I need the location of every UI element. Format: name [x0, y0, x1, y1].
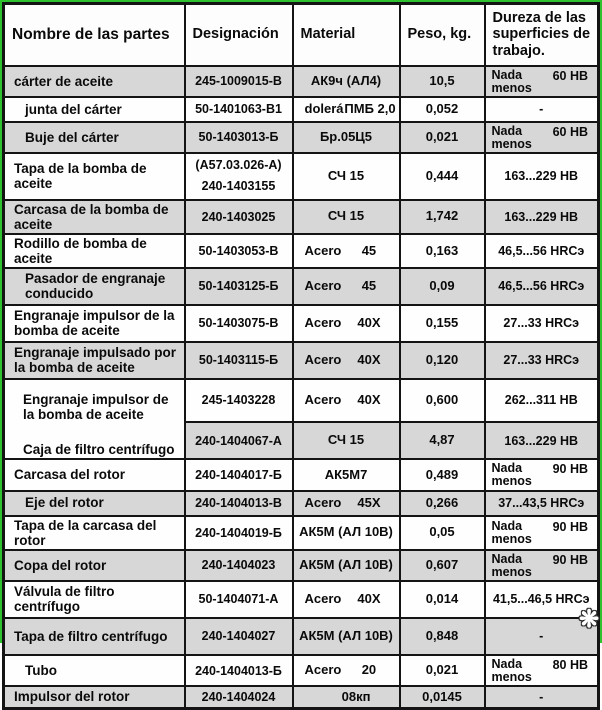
cell-material — [293, 268, 400, 305]
cell-peso: 0,05 — [400, 516, 485, 550]
cell-name — [4, 379, 185, 459]
cell-name: Rodillo de bomba de aceite — [4, 234, 185, 268]
table-row — [4, 268, 599, 305]
cell-name: Carcasa del rotor — [4, 459, 185, 490]
cell-dureza: 37...43,5 HRCэ — [485, 491, 599, 516]
dureza-split — [488, 519, 596, 546]
cell-dureza: 41,5...46,5 HRCэ — [485, 581, 599, 618]
dureza-split — [488, 461, 596, 488]
cell-material: СЧ 15 — [293, 153, 400, 200]
cell-designacion: 240-1403025 — [185, 200, 293, 234]
material-split — [296, 279, 397, 294]
cell-name: Pasador de engranaje conducido — [4, 268, 185, 305]
cell-material — [293, 97, 400, 122]
dureza-prefix: Nada menos — [491, 461, 532, 489]
cell-name: Tapa de la bomba de aceite — [4, 153, 185, 200]
cell-peso: 1,742 — [400, 200, 485, 234]
cell-material — [293, 342, 400, 379]
material-split — [296, 102, 397, 117]
material-name: Acero — [304, 392, 342, 408]
cell-designacion: 50-1403125-Б — [185, 268, 293, 305]
cell-name: Tapa de filtro centrífugo — [4, 618, 185, 655]
dureza-prefix: Nada menos — [491, 656, 532, 685]
material-split — [296, 244, 397, 259]
material-grade: 45Х — [357, 494, 381, 510]
cell-material: 08кп — [293, 686, 400, 708]
cell-material — [293, 379, 400, 422]
cell-dureza: - — [485, 686, 599, 708]
cell-name: Válvula de filtro centrífugo — [4, 581, 185, 618]
cell-material — [293, 234, 400, 268]
cell-peso: 0,052 — [400, 97, 485, 122]
cell-designacion: 245-1403228 — [185, 379, 293, 422]
table-row — [4, 655, 599, 686]
cell-peso: 0,155 — [400, 305, 485, 342]
table-row — [4, 97, 599, 122]
material-name: Acero — [304, 591, 342, 607]
cell-peso: 0,163 — [400, 234, 485, 268]
parts-table-body — [4, 66, 599, 709]
material-split — [296, 393, 397, 408]
cell-designacion: 50-1403075-В — [185, 305, 293, 342]
material-split — [296, 663, 397, 678]
cell-peso: 0,021 — [400, 655, 485, 686]
table-row — [4, 200, 599, 234]
material-split — [296, 353, 397, 368]
cell-designacion: 50-1403053-В — [185, 234, 293, 268]
table-row — [4, 491, 599, 516]
cell-name: cárter de aceite — [4, 66, 185, 97]
cell-designacion: 50-1403115-Б — [185, 342, 293, 379]
cell-dureza — [485, 516, 599, 550]
cell-peso: 0,0145 — [400, 686, 485, 708]
cell-dureza: 163...229 HB — [485, 422, 599, 460]
cell-name: Tubo — [4, 655, 185, 686]
cell-dureza: 27...33 HRCэ — [485, 305, 599, 342]
part-name: Caja de filtro centrífugo — [23, 442, 175, 458]
cell-dureza — [485, 550, 599, 581]
cell-dureza: 46,5...56 HRCэ — [485, 234, 599, 268]
cell-name: Copa del rotor — [4, 550, 185, 581]
cell-material: Бр.05Ц5 — [293, 122, 400, 153]
table-row — [4, 618, 599, 655]
col-header-material: Material — [293, 4, 400, 66]
cell-name: Impulsor del rotor — [4, 686, 185, 708]
starburst-cursor-icon: ❋ — [579, 606, 600, 633]
table-row — [4, 66, 599, 97]
cell-peso: 0,444 — [400, 153, 485, 200]
table-row — [4, 459, 599, 490]
material-grade: 40Х — [357, 591, 381, 607]
cell-peso: 0,014 — [400, 581, 485, 618]
material-name: Acero — [304, 242, 342, 258]
material-grade: 40Х — [357, 392, 381, 408]
cell-name: junta del cárter — [4, 97, 185, 122]
dureza-value: 90 HB — [552, 462, 588, 477]
table-row — [4, 581, 599, 618]
cell-material — [293, 305, 400, 342]
col-header-dureza: Dureza de las superficies de trabajo. — [485, 4, 599, 66]
cell-name: Tapa de la carcasa del rotor — [4, 516, 185, 550]
col-header-peso: Peso, kg. — [400, 4, 485, 66]
material-grade: 40Х — [357, 352, 381, 368]
cell-dureza: 46,5...56 HRCэ — [485, 268, 599, 305]
dureza-prefix: Nada menos — [491, 123, 532, 151]
dureza-prefix: Nada menos — [491, 519, 532, 547]
dureza-value: 90 HB — [552, 520, 588, 534]
material-name: Acero — [304, 278, 342, 294]
cell-peso: 0,09 — [400, 268, 485, 305]
cell-material: АК5М (АЛ 10В) — [293, 550, 400, 581]
cell-peso: 0,600 — [400, 379, 485, 422]
cell-designacion — [185, 153, 293, 200]
cell-designacion: 240-1404019-Б — [185, 516, 293, 550]
cell-peso: 0,021 — [400, 122, 485, 153]
parts-table-header — [4, 4, 599, 66]
table-row — [4, 550, 599, 581]
material-split — [296, 592, 397, 607]
cell-designacion: 240-1404027 — [185, 618, 293, 655]
cell-material: АК5М (АЛ 10В) — [293, 516, 400, 550]
cell-peso: 4,87 — [400, 422, 485, 460]
material-grade: 40Х — [357, 315, 381, 331]
cell-designacion: 245-1009015-В — [185, 66, 293, 97]
cell-dureza — [485, 122, 599, 153]
material-grade: 20 — [361, 662, 377, 678]
material-name: Acero — [304, 352, 342, 368]
parts-table — [2, 2, 600, 710]
cell-name: Engranaje impulsado por la bomba de aceite — [4, 342, 185, 379]
dureza-prefix: Nada menos — [491, 67, 532, 95]
dureza-value: 60 HB — [552, 68, 588, 83]
table-row — [4, 305, 599, 342]
cell-designacion: 50-1403013-Б — [185, 122, 293, 153]
dureza-value: 80 HB — [552, 657, 588, 672]
table-row — [4, 234, 599, 268]
header-row — [4, 4, 599, 66]
cell-material — [293, 581, 400, 618]
dureza-value: 90 HB — [552, 552, 588, 567]
cell-material: СЧ 15 — [293, 200, 400, 234]
dureza-prefix: Nada menos — [491, 551, 532, 579]
dureza-split — [488, 68, 596, 95]
cell-dureza: 27...33 HRCэ — [485, 342, 599, 379]
material-split — [296, 316, 397, 331]
material-grade: 45 — [361, 242, 377, 258]
designacion-line: 240-1403155 — [201, 179, 276, 194]
cell-material: АК5М7 — [293, 459, 400, 490]
cell-name: Eje del rotor — [4, 491, 185, 516]
material-split — [296, 496, 397, 511]
material-name: Acero — [304, 315, 342, 331]
cell-material: АК9ч (АЛ4) — [293, 66, 400, 97]
material-name: dolerá — [304, 100, 344, 116]
cell-peso: 0,607 — [400, 550, 485, 581]
dureza-value: 60 HB — [552, 124, 588, 139]
dureza-split — [488, 552, 596, 579]
cell-dureza — [485, 459, 599, 490]
material-name: Acero — [304, 494, 342, 510]
cell-dureza: - — [485, 618, 599, 655]
table-row — [4, 342, 599, 379]
table-row — [4, 122, 599, 153]
cell-designacion: 50-1404071-А — [185, 581, 293, 618]
cell-name: Buje del cárter — [4, 122, 185, 153]
cell-dureza: 163...229 HB — [485, 200, 599, 234]
cell-material — [293, 491, 400, 516]
cell-material: АК5М (АЛ 10В) — [293, 618, 400, 655]
cell-peso: 10,5 — [400, 66, 485, 97]
cell-dureza — [485, 655, 599, 686]
cell-material — [293, 655, 400, 686]
cell-name: Engranaje impulsor de la bomba de aceite — [4, 305, 185, 342]
table-row — [4, 379, 599, 422]
cell-dureza: 262...311 HB — [485, 379, 599, 422]
col-header-designacion: Designación — [185, 4, 293, 66]
table-row — [4, 153, 599, 200]
table-row — [4, 686, 599, 708]
material-grade: 45 — [361, 278, 377, 294]
cell-designacion: 240-1404013-В — [185, 491, 293, 516]
cell-designacion: 240-1404024 — [185, 686, 293, 708]
cell-peso: 0,848 — [400, 618, 485, 655]
col-header-nombre: Nombre de las partes — [4, 4, 185, 66]
cell-designacion: 240-1404013-Б — [185, 655, 293, 686]
cell-designacion: 50-1401063-В1 — [185, 97, 293, 122]
cell-dureza: 163...229 HB — [485, 153, 599, 200]
cell-peso: 0,489 — [400, 459, 485, 490]
cell-dureza: - — [485, 97, 599, 122]
cell-designacion: 240-1404023 — [185, 550, 293, 581]
cell-material: СЧ 15 — [293, 422, 400, 460]
cell-peso: 0,120 — [400, 342, 485, 379]
cell-dureza — [485, 66, 599, 97]
designacion-line: (А57.03.026-А) — [195, 158, 282, 172]
material-grade: ПМБ 2,0 — [344, 100, 396, 116]
dureza-split — [488, 657, 596, 684]
table-row — [4, 516, 599, 550]
cell-name: Carcasa de la bomba de aceite — [4, 200, 185, 234]
material-name: Acero — [304, 662, 342, 678]
dureza-split — [488, 124, 596, 151]
cell-peso: 0,266 — [400, 491, 485, 516]
cell-designacion: 240-1404017-Б — [185, 459, 293, 490]
part-name: Engranaje impulsor de la bomba de aceite — [23, 391, 169, 423]
cell-designacion: 240-1404067-А — [185, 422, 293, 460]
